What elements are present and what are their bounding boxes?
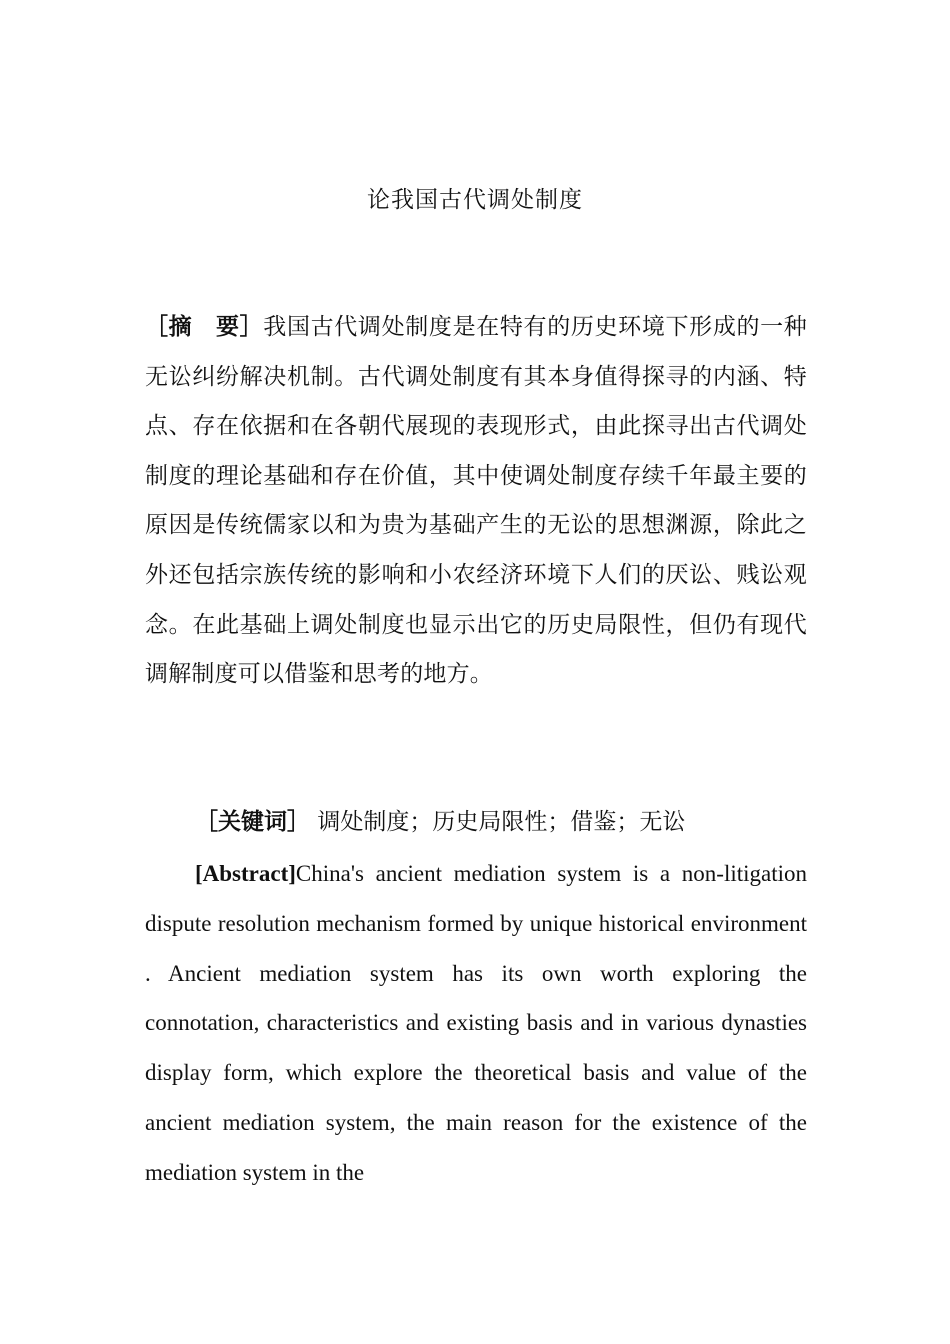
page-title: 论我国古代调处制度 [367,187,583,213]
abstract-english-text: China's ancient mediation system is a non-litigation dispute resolution mechanism formed by unique historical environment . Ancient mediation system has its own worth exploring the connotation, characteristics and existing basis and in various dynasties display form, which explore the theoretical basis and value of the ancient mediation system, the main reason for the existence of the mediation system in the [145,861,807,1185]
abstract-chinese-label: ［摘 要］ [145,313,264,340]
abstract-chinese [145,302,807,700]
keywords-label: ［关键词］ [195,808,310,835]
abstract-english [145,849,807,1198]
abstract-chinese-text: 我国古代调处制度是在特有的历史环境下形成的一种无讼纠纷解决机制。古代调处制度有其本身值得探寻的内涵、特点、存在依据和在各朝代展现的表现形式，由此探寻出古代调处制度的理论基础和存在价值，其中使调处制度存续千年最主要的原因是传统儒家以和为贵为基础产生的无讼的思想渊源，除此之外还包括宗族传统的影响和小农经济环境下人们的厌讼、贱讼观念。在此基础上调处制度也显示出它的历史局限性，但仍有现代调解制度可以借鉴和思考的地方。 [145,314,807,688]
keywords-text: 调处制度；历史局限性；借鉴；无讼 [317,809,686,835]
abstract-english-label: [Abstract] [195,861,296,886]
keywords [195,800,807,844]
